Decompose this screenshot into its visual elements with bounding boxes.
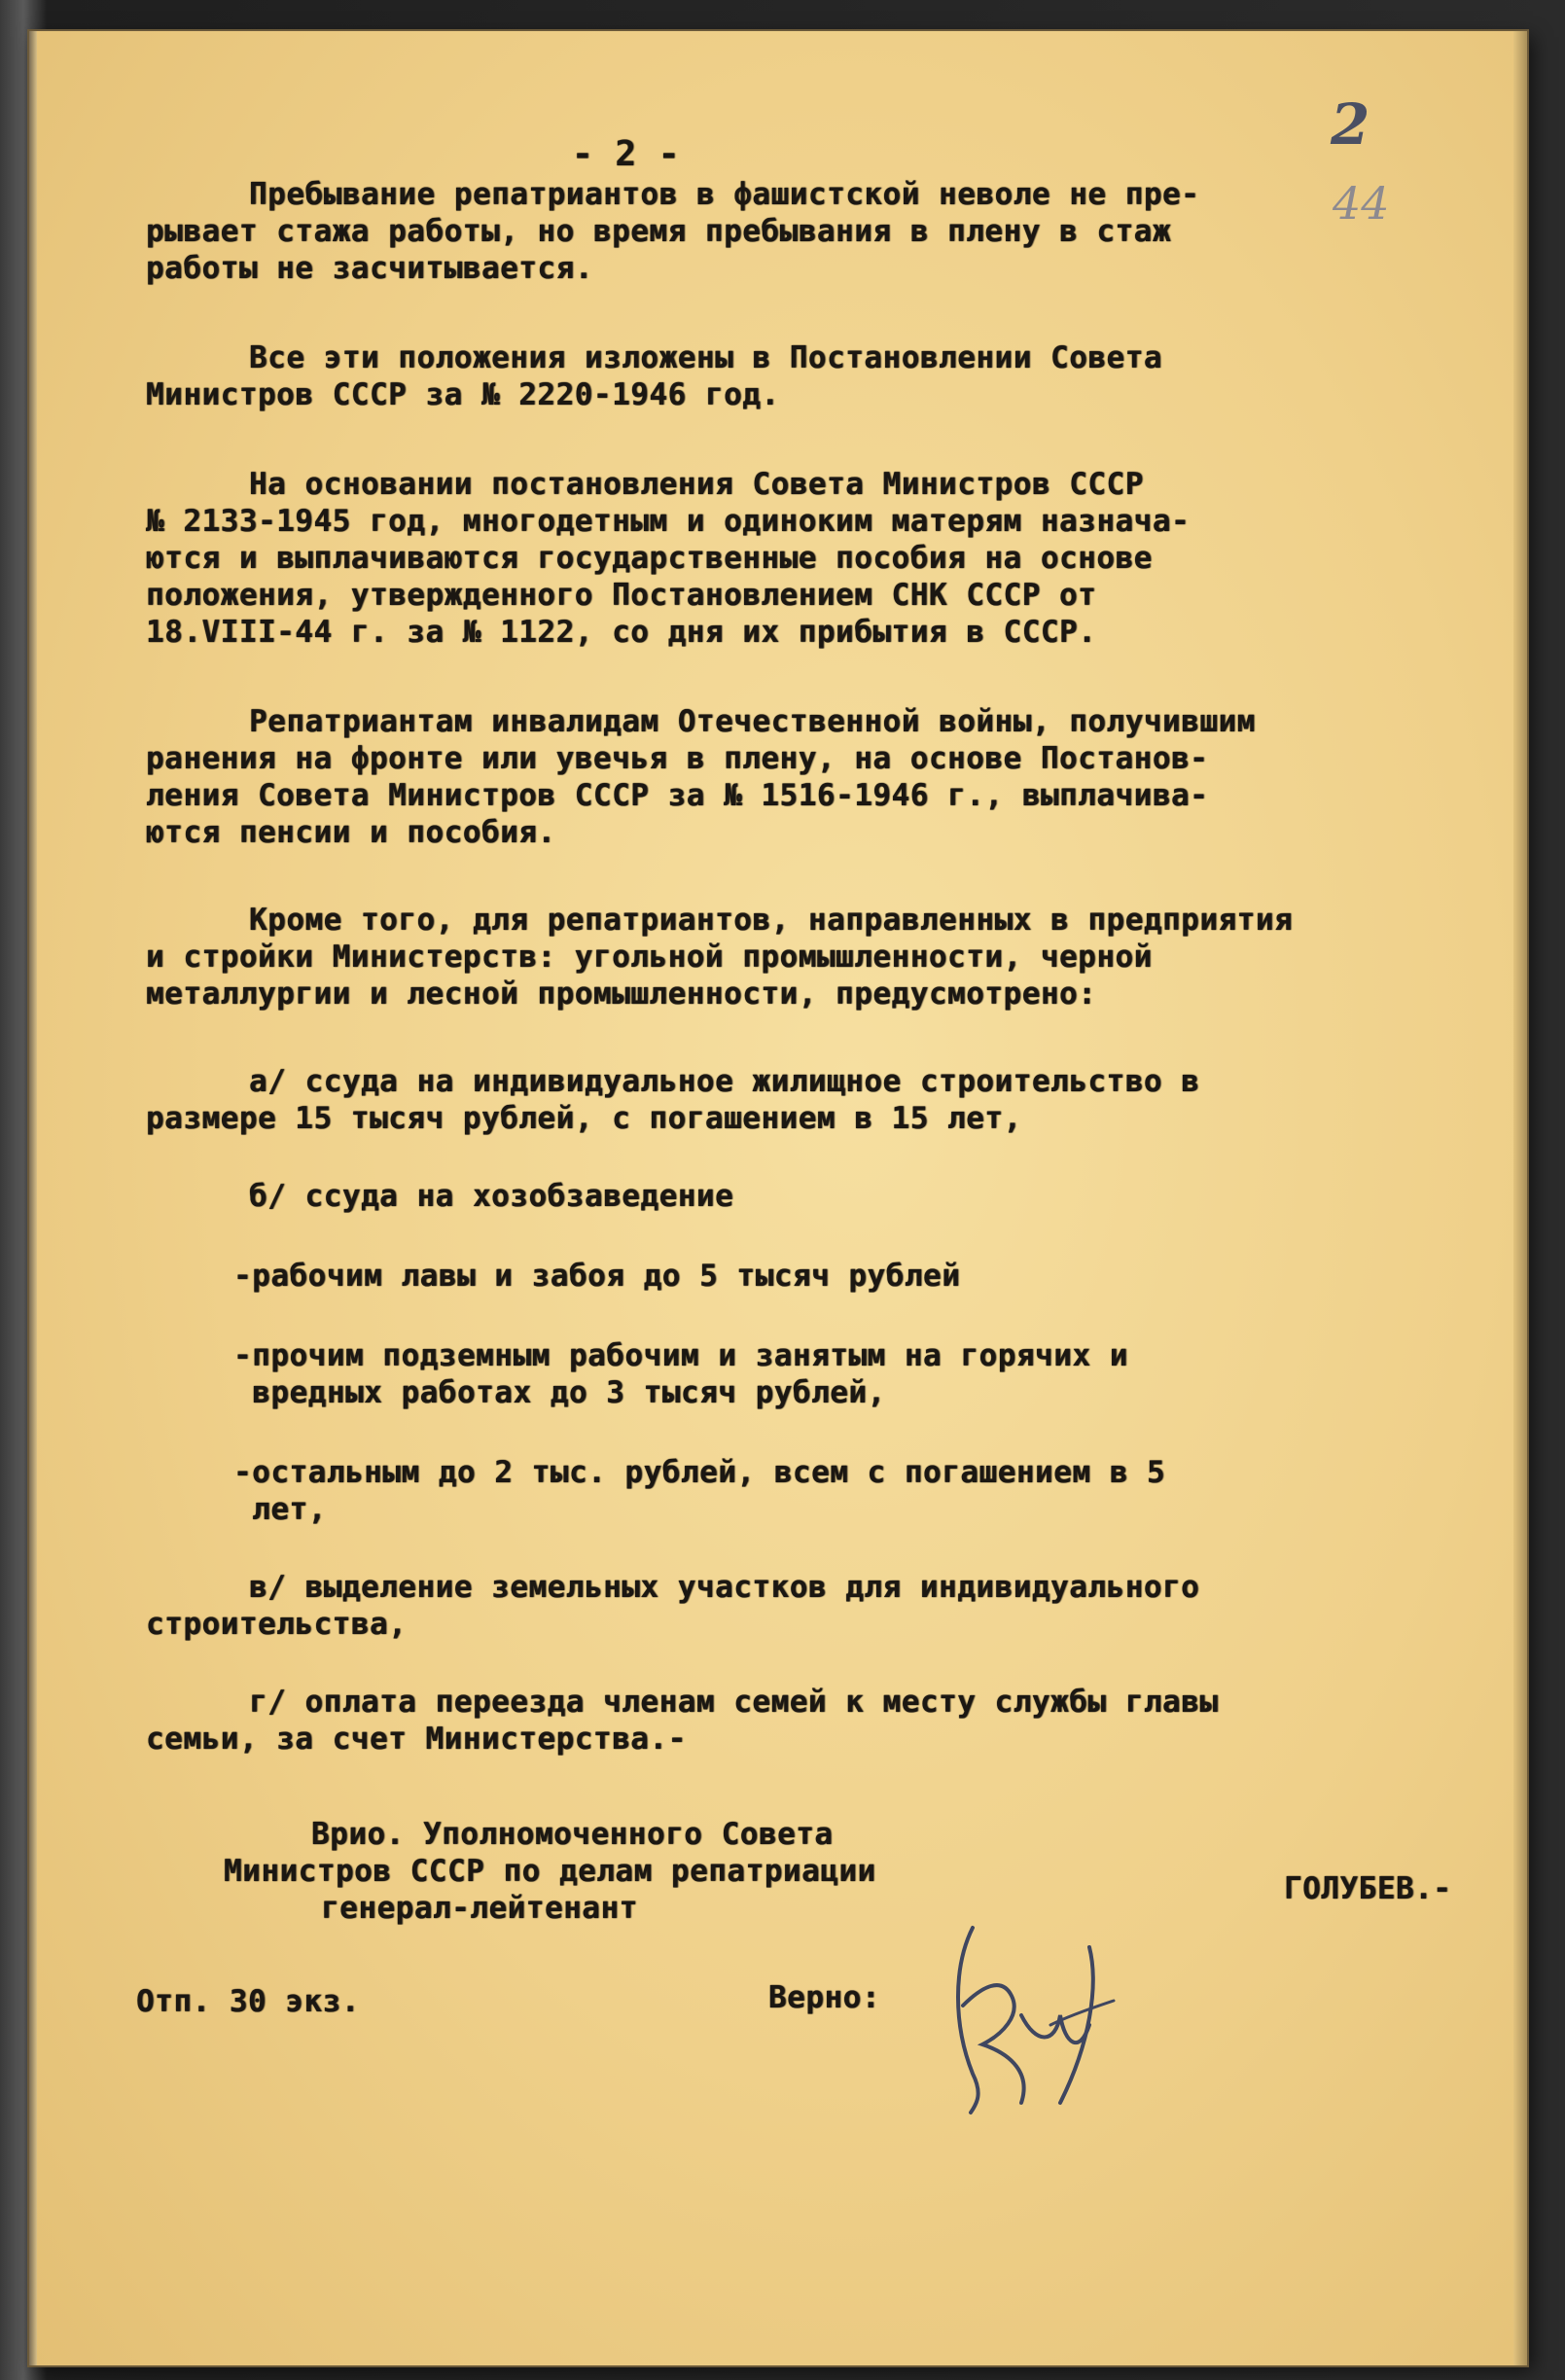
- text-line: № 2133-1945 год, многодетным и одиноким матерям назнача-: [146, 504, 1191, 539]
- text-line: размере 15 тысяч рублей, с погашением в 15 лет,: [146, 1101, 1022, 1136]
- certified-label: Верно:: [768, 1980, 880, 2015]
- text-line: ются и выплачиваются государственные пособия на основе: [146, 541, 1153, 576]
- text-line: г/ оплата переезда членам семей к месту службы главы: [249, 1685, 1219, 1720]
- text-line: Пребывание репатриантов в фашистской неволе не пре-: [249, 177, 1200, 212]
- page-number: - 2 -: [572, 134, 680, 174]
- text-line: -остальным до 2 тыс. рублей, всем с погашением в 5: [233, 1455, 1166, 1490]
- text-line: Все эти положения изложены в Постановлении Совета: [249, 340, 1163, 375]
- text-line: вредных работах до 3 тысяч рублей,: [233, 1375, 886, 1410]
- signatory-rank: генерал-лейтенант: [321, 1891, 638, 1926]
- text-line: ются пенсии и пособия.: [146, 815, 556, 850]
- text-line: ранения на фронте или увечья в плену, на основе Постанов-: [146, 741, 1209, 776]
- text-line: Репатриантам инвалидам Отечественной войны, получившим: [249, 704, 1256, 739]
- handwritten-signature: [943, 1908, 1119, 2122]
- text-line: -рабочим лавы и забоя до 5 тысяч рублей: [233, 1259, 961, 1294]
- copies-note: Отп. 30 экз.: [136, 1984, 360, 2019]
- text-line: а/ ссуда на индивидуальное жилищное строительство в: [249, 1064, 1200, 1099]
- text-line: -прочим подземным рабочим и занятым на горячих и: [233, 1338, 1128, 1373]
- text-line: положения, утвержденного Постановлением СНК СССР от: [146, 578, 1097, 613]
- text-line: металлургии и лесной промышленности, предусмотрено:: [146, 977, 1097, 1012]
- text-line: Министров СССР за № 2220-1946 год.: [146, 377, 780, 412]
- text-line: ления Совета Министров СССР за № 1516-1946 г., выплачива-: [146, 778, 1209, 813]
- text-line: б/ ссуда на хозобзаведение: [249, 1179, 734, 1214]
- text-line: и стройки Министерств: угольной промышленности, черной: [146, 940, 1153, 975]
- text-line: строительства,: [146, 1607, 408, 1642]
- document-page: [29, 31, 1527, 2365]
- archive-sheet-number: 2: [1331, 91, 1370, 158]
- text-line: семьи, за счет Министерства.-: [146, 1722, 687, 1757]
- text-line: Кроме того, для репатриантов, направленных в предприятия: [249, 903, 1294, 938]
- text-line: в/ выделение земельных участков для индивидуального: [249, 1570, 1200, 1605]
- text-line: рывает стажа работы, но время пребывания в плену в стаж: [146, 214, 1171, 249]
- signatory-name: ГОЛУБЕВ.-: [1284, 1871, 1452, 1906]
- text-line: 18.VIII-44 г. за № 1122, со дня их прибытия в СССР.: [146, 615, 1097, 650]
- text-line: лет,: [233, 1492, 327, 1527]
- text-line: На основании постановления Совета Министров СССР: [249, 467, 1144, 502]
- text-line: работы не засчитывается.: [146, 251, 593, 286]
- signatory-title-line-2: Министров СССР по делам репатриации: [224, 1854, 876, 1889]
- archive-old-sheet-number: 44: [1333, 177, 1390, 230]
- signatory-title-line-1: Врио. Уполномоченного Совета: [311, 1817, 834, 1852]
